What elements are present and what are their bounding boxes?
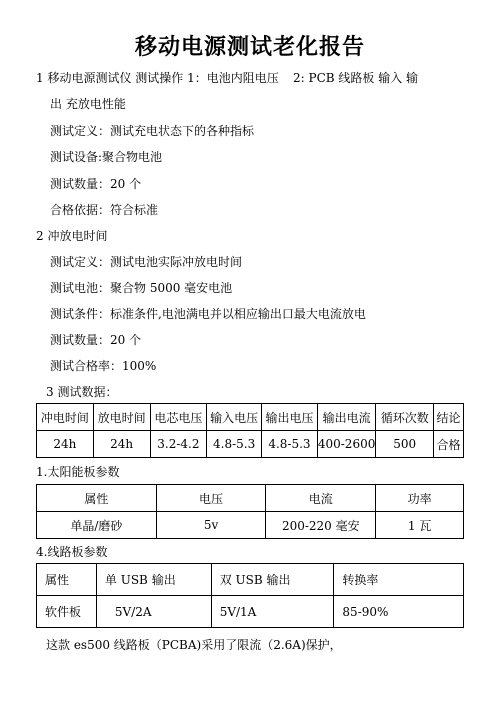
table-cell: 85-90% xyxy=(334,596,464,628)
s1-equipment: 测试设备:聚合物电池 xyxy=(50,150,163,164)
table-cell: 软件板 xyxy=(37,596,97,628)
header-cell: 输出电压 xyxy=(262,404,318,431)
table-row xyxy=(37,431,464,458)
circuit-board-table xyxy=(36,563,464,628)
header-cell: 电压 xyxy=(156,485,266,512)
table-cell: 200-220 毫安 xyxy=(266,512,376,539)
table-cell: 4.8-5.3 xyxy=(207,431,262,458)
solar-panel-table xyxy=(36,484,464,539)
test-data-table xyxy=(36,403,464,458)
s1-basis: 合格依据：符合标准 xyxy=(50,203,159,217)
header-cell: 双 USB 输出 xyxy=(211,564,334,596)
header-cell: 转换率 xyxy=(334,564,464,596)
header-cell: 电流 xyxy=(266,485,376,512)
header-cell: 属性 xyxy=(37,485,157,512)
s1-line1a: 1 移动电源测试仪 测试操作 1：电池内阻电压 xyxy=(36,71,279,85)
table-cell: 5V/1A xyxy=(211,596,334,628)
table-row xyxy=(37,596,464,628)
table-cell: 3.2-4.2 xyxy=(150,431,207,458)
table-row xyxy=(37,512,464,539)
s1-definition: 测试定义：测试充电状态下的各种指标 xyxy=(50,124,255,138)
header-cell: 功率 xyxy=(376,485,464,512)
table-cell: 合格 xyxy=(434,431,464,458)
s2-quantity: 测试数量：20 个 xyxy=(50,333,142,347)
header-cell: 循环次数 xyxy=(376,404,434,431)
s1-quantity: 测试数量：20 个 xyxy=(50,177,142,191)
table-header-row xyxy=(37,404,464,431)
header-cell: 放电时间 xyxy=(93,404,150,431)
solar-heading: 1.太阳能板参数 xyxy=(36,465,120,479)
header-cell: 冲电时间 xyxy=(37,404,94,431)
s1-line2: 出 充放电性能 xyxy=(50,97,126,111)
table-cell: 5v xyxy=(156,512,266,539)
header-cell: 电芯电压 xyxy=(150,404,207,431)
footer-note: 这款 es500 线路板（PCBA)采用了限流（2.6A)保护， xyxy=(46,638,342,652)
header-cell: 结论 xyxy=(434,404,464,431)
header-cell: 单 USB 输出 xyxy=(96,564,211,596)
header-cell: 输出电流 xyxy=(317,404,376,431)
report-title: 移动电源测试老化报告 xyxy=(134,35,365,60)
header-cell: 属性 xyxy=(37,564,97,596)
s2-condition: 测试条件：标准条件,电池满电并以相应输出口最大电流放电 xyxy=(50,307,366,321)
board-heading: 4.线路板参数 xyxy=(36,545,108,559)
table-header-row xyxy=(37,485,464,512)
table-cell: 24h xyxy=(93,431,150,458)
s2-battery: 测试电池：聚合物 5000 毫安电池 xyxy=(50,281,233,295)
table-cell: 5V/2A xyxy=(96,596,211,628)
table-cell: 400-2600 xyxy=(317,431,376,458)
table-cell: 24h xyxy=(37,431,94,458)
s2-heading: 2 冲放电时间 xyxy=(36,229,108,243)
s1-line1b: 2: PCB 线路板 输入 输 xyxy=(293,71,419,85)
table-cell: 500 xyxy=(376,431,434,458)
s2-pass-rate: 测试合格率：100% xyxy=(50,359,157,373)
table-cell: 单晶/磨砂 xyxy=(37,512,157,539)
table-cell: 4.8-5.3 xyxy=(262,431,318,458)
table-cell: 1 瓦 xyxy=(376,512,464,539)
header-cell: 输入电压 xyxy=(207,404,262,431)
table-header-row xyxy=(37,564,464,596)
s2-definition: 测试定义：测试电池实际冲放电时间 xyxy=(50,255,243,269)
s3-heading: 3 测试数据： xyxy=(46,385,118,399)
